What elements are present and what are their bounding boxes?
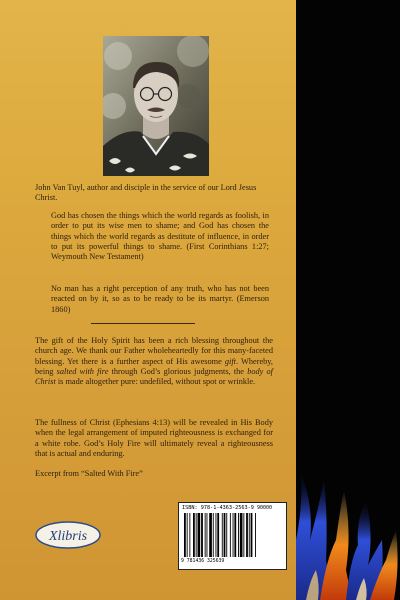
barcode-bar xyxy=(217,513,219,557)
blurb-paragraph-1: The gift of the Holy Spirit has been a rich blessing throughout the church age. We thank our Father wholeheartedly for this many-faceted blessing. Yet there is a further aspect of His awesome gift. Whereby, being salted with fire through God’s glorious judgments, the body of Christ is made altogether pure: undefiled, without spot or wrinkle. xyxy=(35,336,273,387)
barcode-bar xyxy=(249,513,250,557)
barcode-bar xyxy=(209,513,212,557)
spine-flames xyxy=(296,0,400,600)
barcode-bar xyxy=(184,513,186,557)
barcode-bar xyxy=(238,513,239,557)
divider-rule xyxy=(91,323,195,324)
xlibris-logo-text: Xlibris xyxy=(48,529,88,544)
barcode-bar xyxy=(201,513,203,557)
barcode-bar xyxy=(230,513,231,557)
barcode-bar xyxy=(255,513,256,557)
barcode-bar xyxy=(251,513,253,557)
barcode-bar xyxy=(234,513,236,557)
xlibris-logo xyxy=(35,520,101,550)
scripture-quote: God has chosen the things which the world regards as foolish, in order to put its wise men to shame; and God has chosen the things which the world regards as destitute of influence, in order to put its powerful things to shame. (First Corinthians 1:27; Weymouth New Testament) xyxy=(51,211,269,262)
barcode-digits: 9 781436 325639 xyxy=(181,559,225,564)
barcode-bars xyxy=(182,513,283,558)
barcode-bar xyxy=(243,513,244,557)
barcode-bar xyxy=(207,513,208,557)
barcode-bar xyxy=(224,513,226,557)
barcode-bar xyxy=(233,513,234,557)
flames-image xyxy=(296,0,400,600)
barcode-bar xyxy=(240,513,243,557)
barcode-bar xyxy=(226,513,227,557)
isbn-number: ISBN: 978-1-4363-2563-9 xyxy=(182,505,254,511)
author-caption: John Van Tuyl, author and disciple in the service of our Lord Jesus Christ. xyxy=(35,183,257,202)
author-photo xyxy=(103,36,209,176)
excerpt-credit: Excerpt from “Salted With Fire” xyxy=(35,469,143,478)
barcode-bar xyxy=(222,513,223,557)
barcode-bar xyxy=(193,513,195,557)
blurb-paragraph-2: The fullness of Christ (Ephesians 4:13) will be revealed in His Body when the legal arrangement of imputed righteousness is exchanged for a white robe. God’s Holy Fire will ultimately reveal a righteousness that is actual and enduring. xyxy=(35,418,273,458)
barcode-bar xyxy=(205,513,206,557)
barcode-bar xyxy=(196,513,197,557)
barcode-bar xyxy=(198,513,201,557)
price-code: 90000 xyxy=(257,505,273,511)
barcode-bar xyxy=(213,513,214,557)
barcode-bar xyxy=(189,513,190,557)
author-portrait-image xyxy=(103,36,209,176)
barcode-bar xyxy=(187,513,188,557)
barcode-bar xyxy=(216,513,217,557)
barcode-bar xyxy=(246,513,248,557)
emerson-quote: No man has a right perception of any truth, who has not been reacted on by it, so as to be ready to be its martyr. (Emerson 1860) xyxy=(51,284,269,314)
isbn-barcode xyxy=(178,502,287,570)
